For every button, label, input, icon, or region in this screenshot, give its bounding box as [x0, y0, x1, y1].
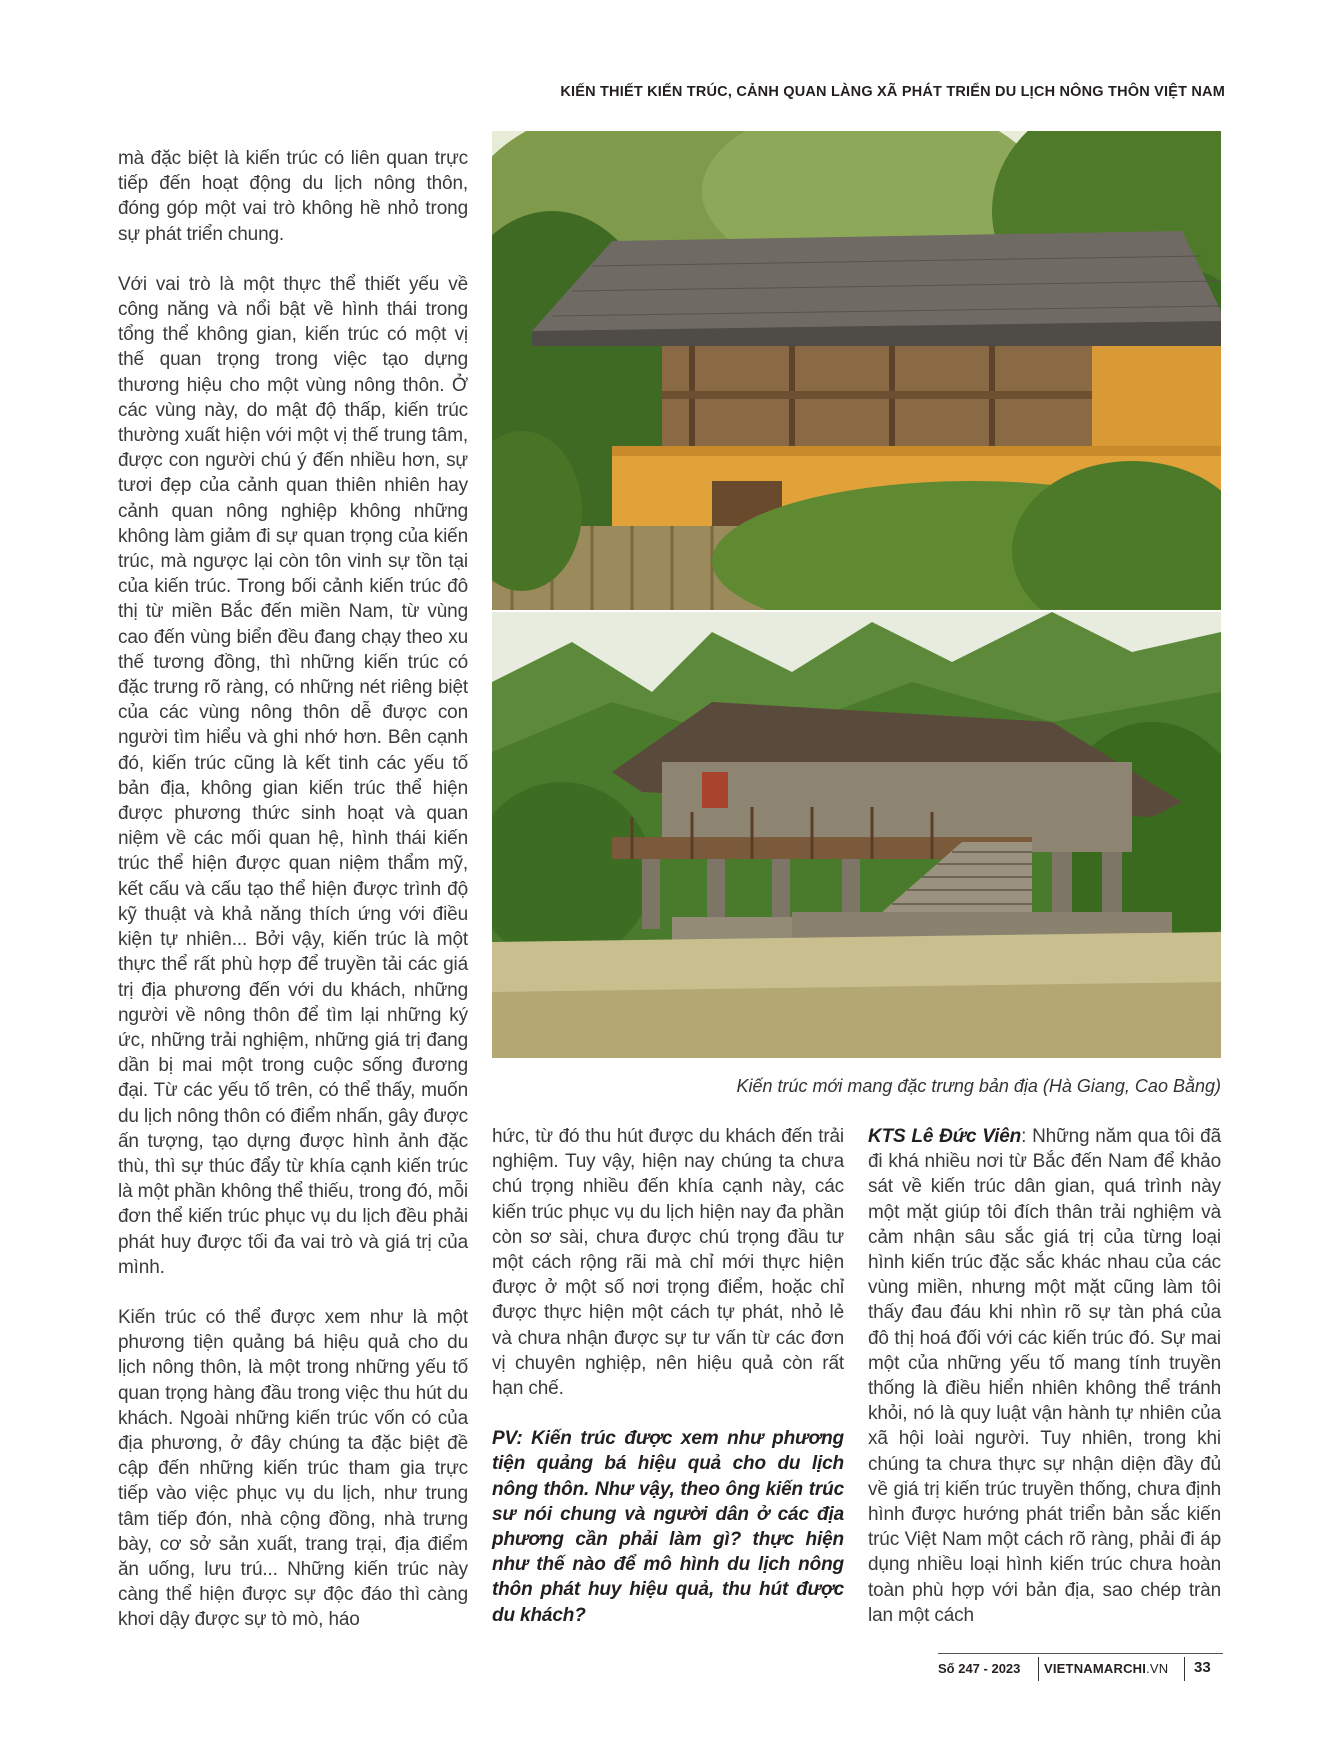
paragraph: Kiến trúc có thể được xem như là một phương tiện quảng bá hiệu quả cho du lịch nông thôn, là một trong những yếu tố quan trọng hàng đầu trong việc thu hút du khách. Ngoài những kiến trúc vốn có của địa phương, ở đây chúng ta đặc biệt đề cập đến những kiến trúc tham gia trực tiếp vào việc phục vụ du lịch, như trung tâm tiếp đón, nhà cộng đồng, nhà trưng bày, cơ sở sản xuất, trang trại, địa điểm ăn uống, lưu trú... Những kiến trúc này càng thể hiện được sự độc đáo thì càng khơi dậy được sự tò mò, háo	[118, 1306, 468, 1631]
paragraph	[868, 1124, 1221, 1628]
page-number: 33	[1194, 1659, 1211, 1676]
photo-caption: Kiến trúc mới mang đặc trưng bản địa (Hà Giang, Cao Bằng)	[736, 1076, 1221, 1096]
paragraph: mà đặc biệt là kiến trúc có liên quan trực tiếp đến hoạt động du lịch nông thôn, đóng góp một vai trò không hề nhỏ trong sự phát triển chung.	[118, 148, 468, 245]
photo-stone-stilt-house	[492, 612, 1221, 1058]
footer-divider	[1184, 1657, 1185, 1681]
website-name	[1044, 1661, 1168, 1676]
footer-rule	[938, 1653, 1223, 1654]
paragraph: Với vai trò là một thực thể thiết yếu về công năng và nổi bật về hình thái trong tổng thể không gian, kiến trúc có một vị thế quan trọng trong việc tạo dựng thương hiệu cho một vùng nông thôn. Ở các vùng này, do mật độ thấp, kiến trúc thường xuất hiện với một vị thế trung tâm, được con người chú ý đến nhiều hơn, sự tươi đẹp của cảnh quan thiên nhiên hay cảnh quan nông nghiệp không những không làm giảm đi sự quan trọng của kiến trúc, mà ngược lại còn tôn vinh sự tồn tại của kiến trúc. Trong bối cảnh kiến trúc đô thị từ miền Bắc đến miền Nam, từ vùng cao đến vùng biển đều đang chạy theo xu thế tương đồng, thì những kiến trúc có đặc trưng rõ ràng, có những nét riêng biệt của các vùng nông thôn dễ được con người tìm hiểu và ghi nhớ hơn. Bên cạnh đó, kiến trúc cũng là kết tinh các yếu tố bản địa, không gian kiến trúc thể hiện được phương thức sinh hoạt và quan niệm về các mối quan hệ, hình thái kiến trúc thể hiện được quan niệm thẩm mỹ, kết cấu và cấu tạo thể hiện được trình độ kỹ thuật và khả năng thích ứng với điều kiện tự nhiên... Bởi vậy, kiến trúc là một thực thể rất phù hợp để truyền tải các giá trị địa phương đến với du khách, những người về nông thôn để tìm lại những ký ức, những trải nghiệm, những giá trị đang dần bị mai một trong cuộc sống đương đại. Từ các yếu tố trên, có thể thấy, muốn du lịch nông thôn có điểm nhấn, gây được ấn tượng, tạo dựng được hình ảnh đặc thù, thì sự thúc đẩy từ khía cạnh kiến trúc là một phần không thể thiếu, trong đó, mỗi đơn thể kiến trúc phục vụ du lịch đều phải phát huy được tối đa vai trò và giá trị của mình.	[118, 273, 468, 1278]
website-suffix: .VN	[1146, 1661, 1169, 1676]
text-column-1	[118, 146, 468, 1633]
footer-divider	[1038, 1657, 1039, 1681]
website-main: VIETNAMARCHI	[1044, 1661, 1147, 1676]
text-column-2	[492, 1124, 844, 1628]
answer-text: : Những năm qua tôi đã đi khá nhiều nơi từ Bắc đến Nam để khảo sát về kiến trúc dân gian, quá trình này một mặt giúp tôi đích thân trải nghiệm và cảm nhận sâu sắc giá trị của từng loại hình kiến trúc đặc sắc khác nhau của các vùng miền, nhưng một mặt cũng làm tôi thấy đau đáu khi nhìn rõ sự tàn phá của đô thị hoá đối với các kiến trúc đó. Sự mai một của những yếu tố mang tính truyền thống là điều hiển nhiên không thể tránh khỏi, nó là quy luật vận hành tự nhiên của xã hội loài người. Tuy nhiên, trong khi chúng ta chưa thực sự nhận diện đầy đủ về giá trị kiến trúc truyền thống, chưa định hình được hướng phát triển bản sắc kiến trúc Việt Nam một cách rõ ràng, phải đi áp dụng nhiều loại hình kiến trúc chưa hoàn toàn phù hợp với bản địa, sao chép tràn lan một cách	[868, 1126, 1221, 1626]
paragraph: hức, từ đó thu hút được du khách đến trải nghiệm. Tuy vậy, hiện nay chúng ta chưa chú trọng nhiều đến khía cạnh này, các kiến trúc phục vụ du lịch hiện nay đa phần còn sơ sài, chưa được chú trọng đầu tư một cách rộng rãi mà chỉ mới thực hiện được ở một số nơi trọng điểm, hoặc chỉ được thực hiện một cách tự phát, nhỏ lẻ và chưa nhận được sự tư vấn từ các đơn vị chuyên nghiệp, nên hiệu quả còn rất hạn chế.	[492, 1126, 844, 1400]
speaker-name: KTS Lê Đức Viên	[868, 1126, 1022, 1147]
interview-question: PV: Kiến trúc được xem như phương tiện quảng bá hiệu quả cho du lịch nông thôn. Như vậy, theo ông kiến trúc sư nói chung và người dân ở các địa phương cần phải làm gì? thực hiện như thế nào để mô hình du lịch nông thôn phát huy hiệu quả, thu hút được du khách?	[492, 1428, 844, 1626]
photo-yellow-house	[492, 131, 1221, 610]
issue-number: Số 247 - 2023	[938, 1661, 1021, 1676]
page-footer	[938, 1657, 1223, 1681]
text-column-3	[868, 1124, 1221, 1628]
running-header: KIẾN THIẾT KIẾN TRÚC, CẢNH QUAN LÀNG XÃ PHÁT TRIỂN DU LỊCH NÔNG THÔN VIỆT NAM	[560, 84, 1225, 100]
